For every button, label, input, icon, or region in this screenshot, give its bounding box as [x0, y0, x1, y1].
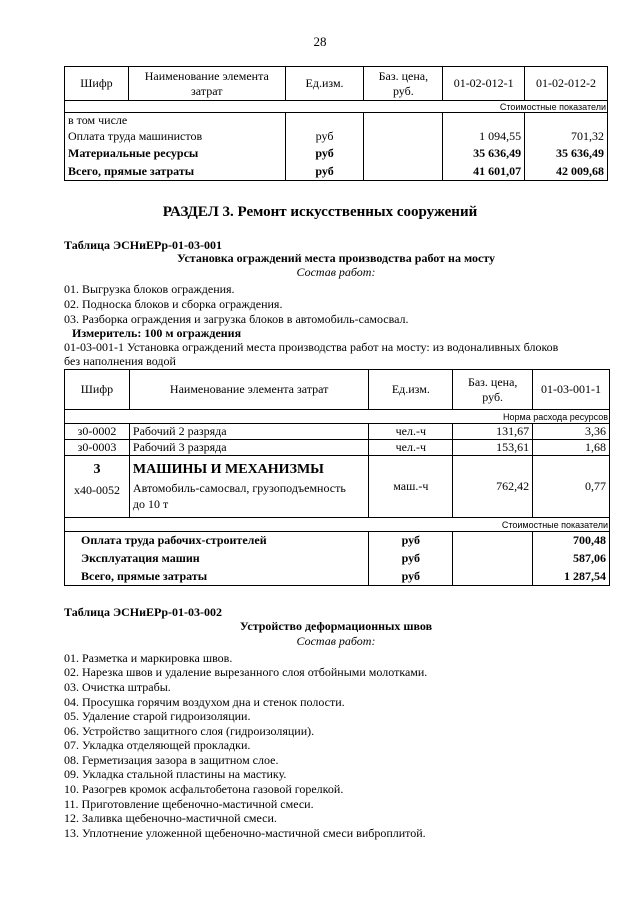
machines-section-title: МАШИНЫ И МЕХАНИЗМЫ — [132, 462, 324, 477]
row-value-1: 41 601,07 — [443, 163, 525, 181]
table-row — [65, 456, 610, 518]
table1-title: Установка ограждений места производства работ на мосту — [176, 251, 496, 265]
row-value-2: 42 009,68 — [525, 163, 608, 181]
row-price: 131,67 — [453, 424, 533, 440]
row-value-1: 1 094,55 — [443, 129, 525, 145]
table1-description: 01-03-001-1 Установка ограждений места производства работ на мосту: из водоналивных блоков — [64, 340, 559, 354]
table2-step: 05. Удаление старой гидроизоляции. — [64, 709, 251, 723]
row-unit: чел.-ч — [369, 424, 453, 440]
table2-step: 02. Нарезка швов и удаление вырезанного слоя отбойными молотками. — [64, 665, 428, 679]
table2-composition-heading: Состав работ: — [296, 634, 376, 648]
row-name: Материальные ресурсы — [65, 145, 286, 163]
row-unit: руб — [369, 550, 453, 568]
row-unit: руб — [285, 163, 364, 181]
table-row — [65, 440, 610, 456]
row-unit: руб — [369, 532, 453, 550]
table1-label: Таблица ЭСНиЕРр-01-03-001 — [64, 238, 223, 252]
row-name: Эксплуатация машин — [65, 550, 369, 568]
col-header-code-2: 01-02-012-2 — [525, 67, 608, 101]
norm-label: Норма расхода ресурсов — [65, 410, 610, 424]
row-price: 153,61 — [453, 440, 533, 456]
table2-step: 03. Очистка штрабы. — [64, 680, 171, 694]
table1-composition-heading: Состав работ: — [296, 265, 376, 279]
row-value: 587,06 — [533, 550, 610, 568]
table1-step: 01. Выгрузка блоков ограждения. — [64, 282, 235, 296]
row-code: х40-0052 — [73, 483, 120, 497]
row-name: в том числе — [65, 113, 286, 129]
table2-step: 08. Герметизация зазора в защитном слое. — [64, 753, 279, 767]
col-header-name: Наименование элемента затрат — [129, 370, 369, 410]
table-row — [65, 424, 610, 440]
col-header-price: Баз. цена, руб. — [453, 370, 533, 410]
row-unit: маш.-ч — [369, 456, 453, 518]
row-name: Рабочий 3 разряда — [129, 440, 369, 456]
table2-step: 09. Укладка стальной пластины на мастику. — [64, 767, 287, 781]
col-header-unit: Ед.изм. — [369, 370, 453, 410]
table-row — [65, 568, 610, 586]
table2-label: Таблица ЭСНиЕРр-01-03-002 — [64, 605, 223, 619]
col-header-name: Наименование элемента затрат — [128, 67, 285, 101]
row-name: Всего, прямые затраты — [65, 568, 369, 586]
row-name: Всего, прямые затраты — [65, 163, 286, 181]
table2-step: 12. Заливка щебеночно-мастичной смеси. — [64, 811, 277, 825]
row-name: Оплата труда машинистов — [65, 129, 286, 145]
col-header-unit: Ед.изм. — [285, 67, 364, 101]
table2-step: 10. Разогрев кромок асфальтобетона газовой горелкой. — [64, 782, 344, 796]
table-row — [65, 532, 610, 550]
row-code: з0-0002 — [65, 424, 130, 440]
machines-section-number: 3 — [93, 462, 101, 477]
row-value-2: 35 636,49 — [525, 145, 608, 163]
row-value-2: 701,32 — [525, 129, 608, 145]
row-price: 762,42 — [453, 456, 533, 518]
table-row — [65, 145, 608, 163]
cost-indicators-label: Стоимостные показатели — [65, 518, 610, 532]
row-unit: руб — [285, 145, 364, 163]
table-row — [65, 550, 610, 568]
page-number: 28 — [313, 34, 327, 49]
table2-step: 13. Уплотнение уложенной щебеночно-мастичной смеси виброплитой. — [64, 826, 426, 840]
row-name: Автомобиль-самосвал, грузоподъемность — [132, 481, 346, 495]
col-header-code: Шифр — [65, 370, 130, 410]
table2-step: 11. Приготовление щебеночно-мастичной смеси. — [64, 797, 314, 811]
table1-step: 02. Подноска блоков и сборка ограждения. — [64, 297, 283, 311]
row-code: з0-0003 — [65, 440, 130, 456]
row-name-cont: до 10 т — [132, 497, 169, 511]
table-row — [65, 163, 608, 181]
row-unit: руб — [369, 568, 453, 586]
row-unit: руб — [285, 129, 364, 145]
col-header-code: Шифр — [65, 67, 129, 101]
section-title: РАЗДЕЛ 3. Ремонт искусственных сооружений — [162, 204, 478, 220]
col-header-price: Баз. цена, руб. — [364, 67, 443, 101]
row-value-1: 35 636,49 — [443, 145, 525, 163]
row-value: 1,68 — [533, 440, 610, 456]
table1-step: 03. Разборка ограждения и загрузка блоков в автомобиль-самосвал. — [64, 312, 409, 326]
table2-step: 01. Разметка и маркировка швов. — [64, 651, 233, 665]
table2-step: 07. Укладка отделяющей прокладки. — [64, 738, 251, 752]
table-row — [65, 113, 608, 129]
row-unit: чел.-ч — [369, 440, 453, 456]
top-cost-table — [64, 66, 608, 181]
table2-step: 06. Устройство защитного слоя (гидроизоляции). — [64, 724, 315, 738]
row-value: 0,77 — [533, 456, 610, 518]
table2-step: 04. Просушка горячим воздухом дна и стенок полости. — [64, 695, 345, 709]
table1-description-cont: без наполнения водой — [64, 354, 176, 368]
cost-indicators-label: Стоимостные показатели — [65, 101, 608, 113]
row-name: Рабочий 2 разряда — [129, 424, 369, 440]
table2-title: Устройство деформационных швов — [239, 619, 433, 633]
row-value: 3,36 — [533, 424, 610, 440]
col-header-code-1: 01-02-012-1 — [443, 67, 525, 101]
table1-meter: Измеритель: 100 м ограждения — [72, 326, 242, 340]
row-value: 700,48 — [533, 532, 610, 550]
row-name: Оплата труда рабочих-строителей — [65, 532, 369, 550]
row-value: 1 287,54 — [533, 568, 610, 586]
table-row — [65, 129, 608, 145]
table1-resource-table — [64, 369, 610, 586]
col-header-code-1: 01-03-001-1 — [533, 370, 610, 410]
